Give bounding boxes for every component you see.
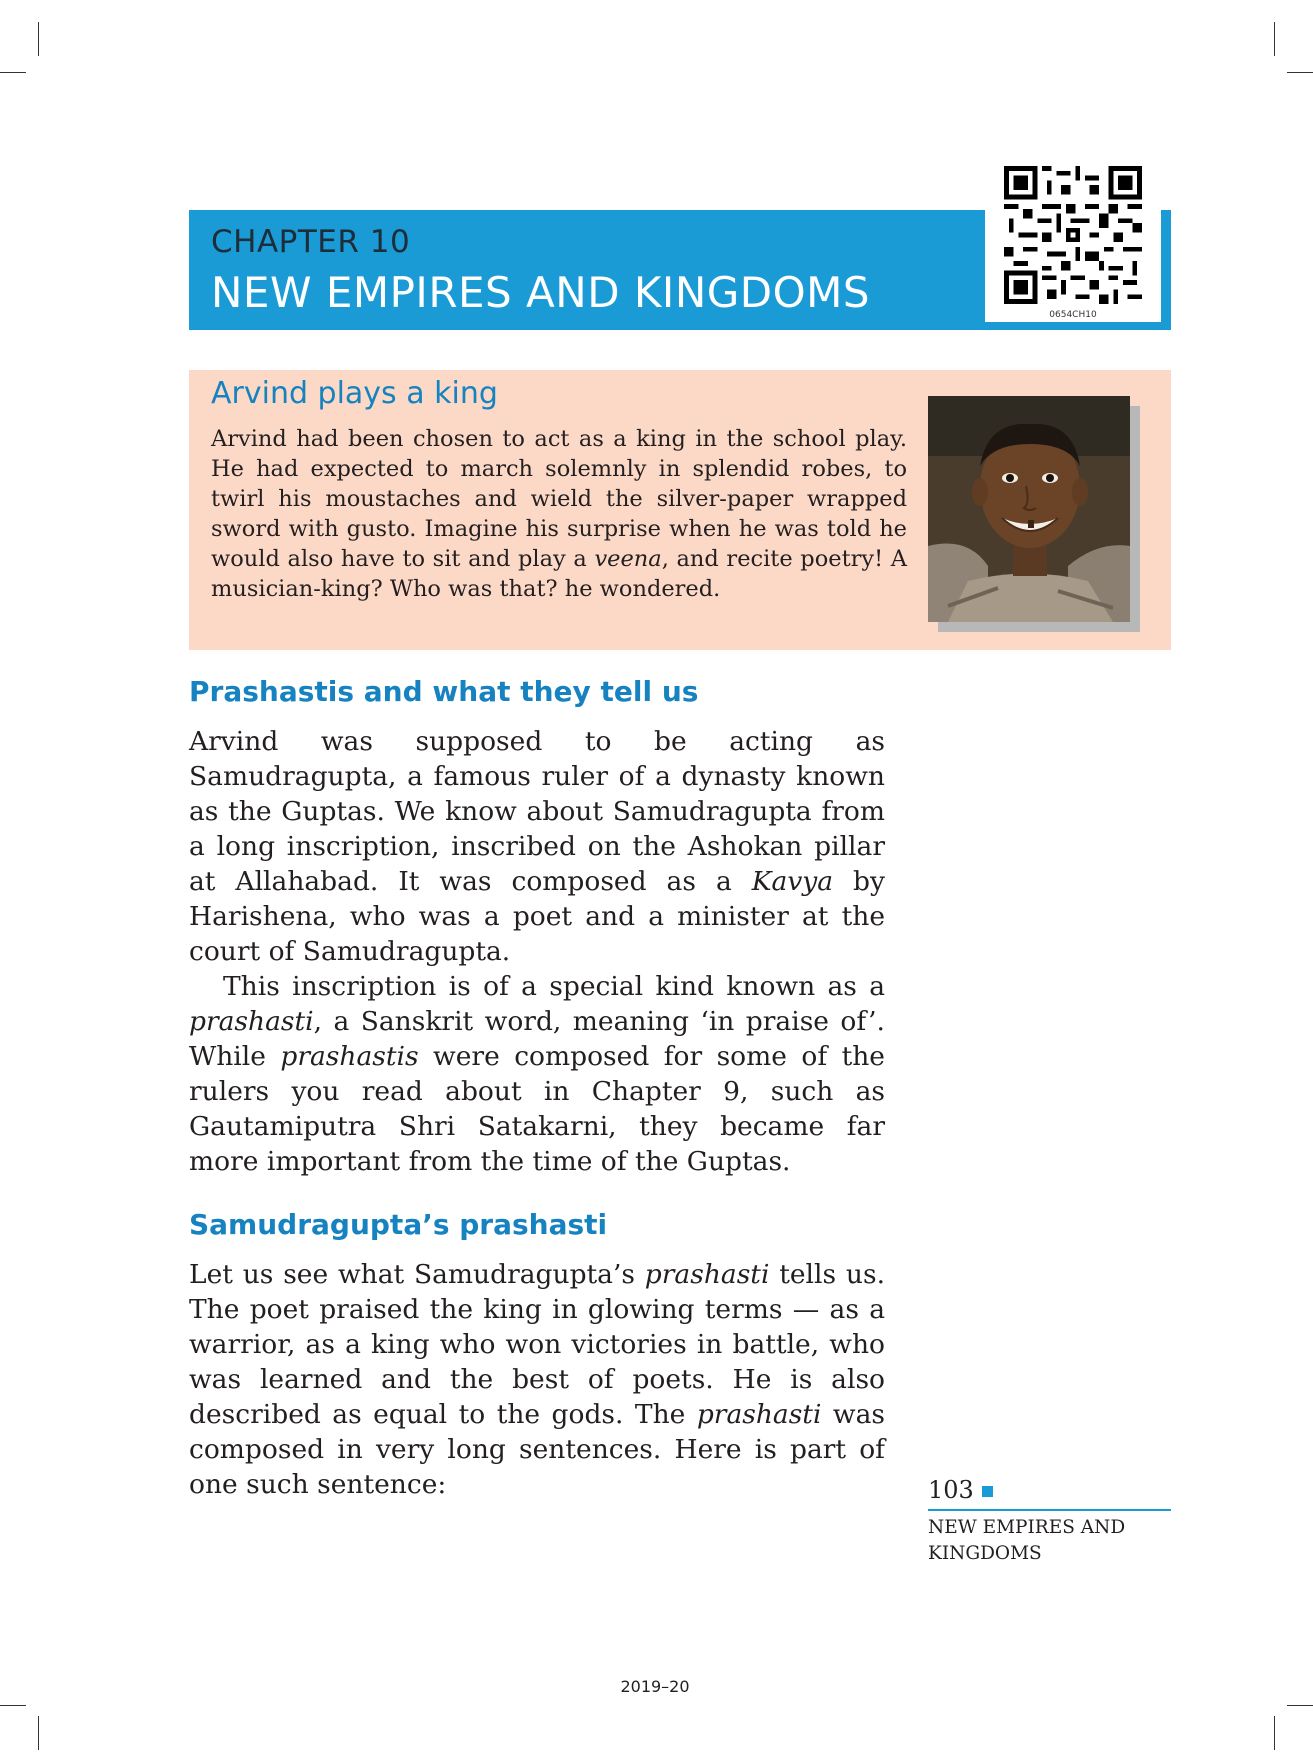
crop-mark xyxy=(1274,1716,1275,1750)
section-heading-samudragupta-prashasti: Samudragupta’s prashasti xyxy=(189,1208,608,1241)
crop-mark xyxy=(0,72,26,73)
blue-square-icon xyxy=(982,1486,993,1497)
paragraph: Arvind was supposed to be acting as Samudragupta, a famous ruler of a dynasty known as the Guptas. We know about Samudragupta from a long inscription, inscribed on the Ashokan pillar at Allahabad. It was composed as a Kavya by Harishena, who was a poet and a minister at the court of Samudragupta. xyxy=(189,726,885,967)
crop-mark xyxy=(0,1705,26,1706)
crop-mark xyxy=(38,22,39,56)
crop-mark xyxy=(38,1716,39,1750)
crop-mark xyxy=(1287,1705,1313,1706)
photo-image xyxy=(928,396,1130,622)
qr-code[interactable] xyxy=(985,160,1161,322)
qr-code-icon xyxy=(1004,166,1142,304)
boy-photo xyxy=(928,396,1130,622)
paragraph: This inscription is of a special kind known as a prashasti, a Sanskrit word, meaning ‘in praise of’. While prashastis were composed for some of the rulers you read about in Chapter 9, such as Gautamiputra Shri Satakarni, they became far more important from the time of the Guptas. xyxy=(189,971,885,1177)
paragraph: Let us see what Samudragupta’s prashasti tells us. The poet praised the king in glowing terms — as a warrior, as a king who won victories in battle, who was learned and the best of poets. He is also described as equal to the gods. The prashasti was composed in very long sentences. Here is part of one such sentence: xyxy=(189,1259,885,1500)
section-body-samudragupta-prashasti xyxy=(189,1257,885,1502)
section-body-prashastis xyxy=(189,724,885,1179)
section-heading-prashastis: Prashastis and what they tell us xyxy=(189,675,699,708)
story-heading: Arvind plays a king xyxy=(211,376,498,411)
footer-divider xyxy=(928,1509,1171,1511)
crop-mark xyxy=(1287,72,1313,73)
story-text: Arvind had been chosen to act as a king in the school play. He had expected to march solemnly in splendid robes, to twirl his moustaches and wield the silver-paper wrapped sword with gusto. Imagine his surprise when he was told he would also have to sit and play a veena, and recite poetry! A musician-king? Who was that? he wondered. xyxy=(211,426,907,602)
chapter-title: NEW EMPIRES AND KINGDOMS xyxy=(211,268,871,317)
running-title: NEW EMPIRES AND KINGDOMS xyxy=(928,1517,1126,1564)
page-number: 103 xyxy=(928,1476,993,1504)
qr-code-label: 0654CH10 xyxy=(1049,310,1097,320)
crop-mark xyxy=(1274,22,1275,56)
edition-year: 2019–20 xyxy=(620,1677,690,1696)
chapter-label: CHAPTER 10 xyxy=(211,224,411,260)
